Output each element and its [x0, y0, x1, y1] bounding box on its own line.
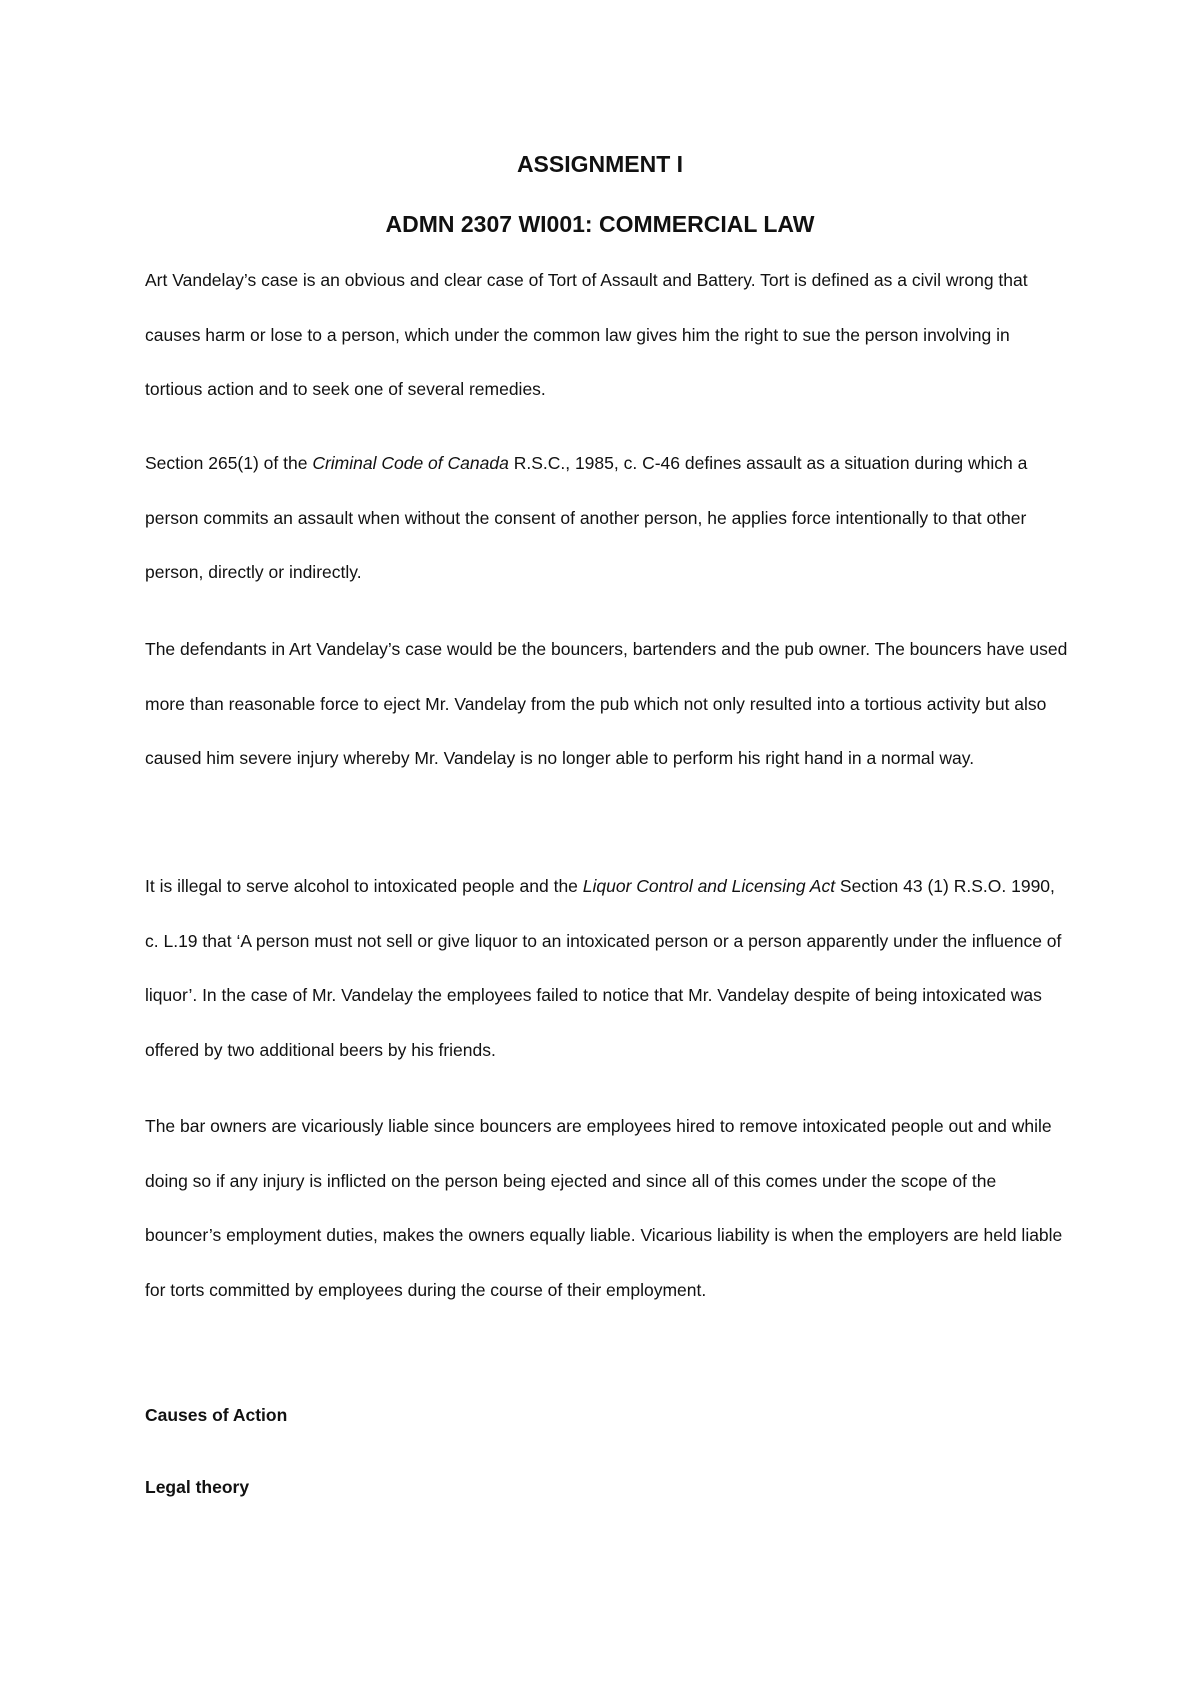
- statute-name: Criminal Code of Canada: [312, 453, 509, 473]
- section-heading-legal-theory: Legal theory: [145, 1477, 250, 1497]
- assignment-title: ASSIGNMENT I: [516, 151, 684, 177]
- paragraph-tort-definition: [145, 253, 1070, 417]
- section-heading-causes-of-action: Causes of Action: [145, 1405, 288, 1425]
- statute-name: Liquor Control and Licensing Act: [582, 876, 836, 896]
- paragraph-criminal-code: [145, 436, 1070, 600]
- paragraph-text: R.S.C., 1985, c. C-46 defines assault as a situation during which a person commits an assault when without the consent of another person, he applies force intentionally to that other person, directly or indirectly.: [145, 453, 1028, 582]
- paragraph-text: It is illegal to serve alcohol to intoxicated people and the: [145, 876, 583, 896]
- paragraph-vicarious-liability: [145, 1099, 1070, 1317]
- course-title: ADMN 2307 WI001: COMMERCIAL LAW: [385, 211, 815, 237]
- paragraph-liquor-act: [145, 859, 1070, 1077]
- paragraph-text: The bar owners are vicariously liable since bouncers are employees hired to remove intoxicated people out and while doing so if any injury is inflicted on the person being ejected and since all of this comes under the scope of the bouncer’s employment duties, makes the owners equally liable. Vicarious liability is when the employers are held liable for torts committed by employees during the course of their employment.: [145, 1116, 1063, 1300]
- paragraph-text: Section 265(1) of the: [145, 453, 313, 473]
- paragraph-text: The defendants in Art Vandelay’s case would be the bouncers, bartenders and the pub owner. The bouncers have used more than reasonable force to eject Mr. Vandelay from the pub which not only resulted into a tortious activity but also caused him severe injury whereby Mr. Vandelay is no longer able to perform his right hand in a normal way.: [145, 639, 1068, 768]
- paragraph-text: Art Vandelay’s case is an obvious and clear case of Tort of Assault and Battery. Tort is defined as a civil wrong that causes harm or lose to a person, which under the common law gives him the right to sue the person involving in tortious action and to seek one of several remedies.: [145, 270, 1028, 399]
- paragraph-text: Section 43 (1) R.S.O. 1990, c. L.19 that ‘A person must not sell or give liquor to an intoxicated person or a person apparently under the influence of liquor’. In the case of Mr. Vandelay the employees failed to notice that Mr. Vandelay despite of being intoxicated was offered by two additional beers by his friends.: [145, 876, 1062, 1060]
- paragraph-defendants: [145, 622, 1070, 786]
